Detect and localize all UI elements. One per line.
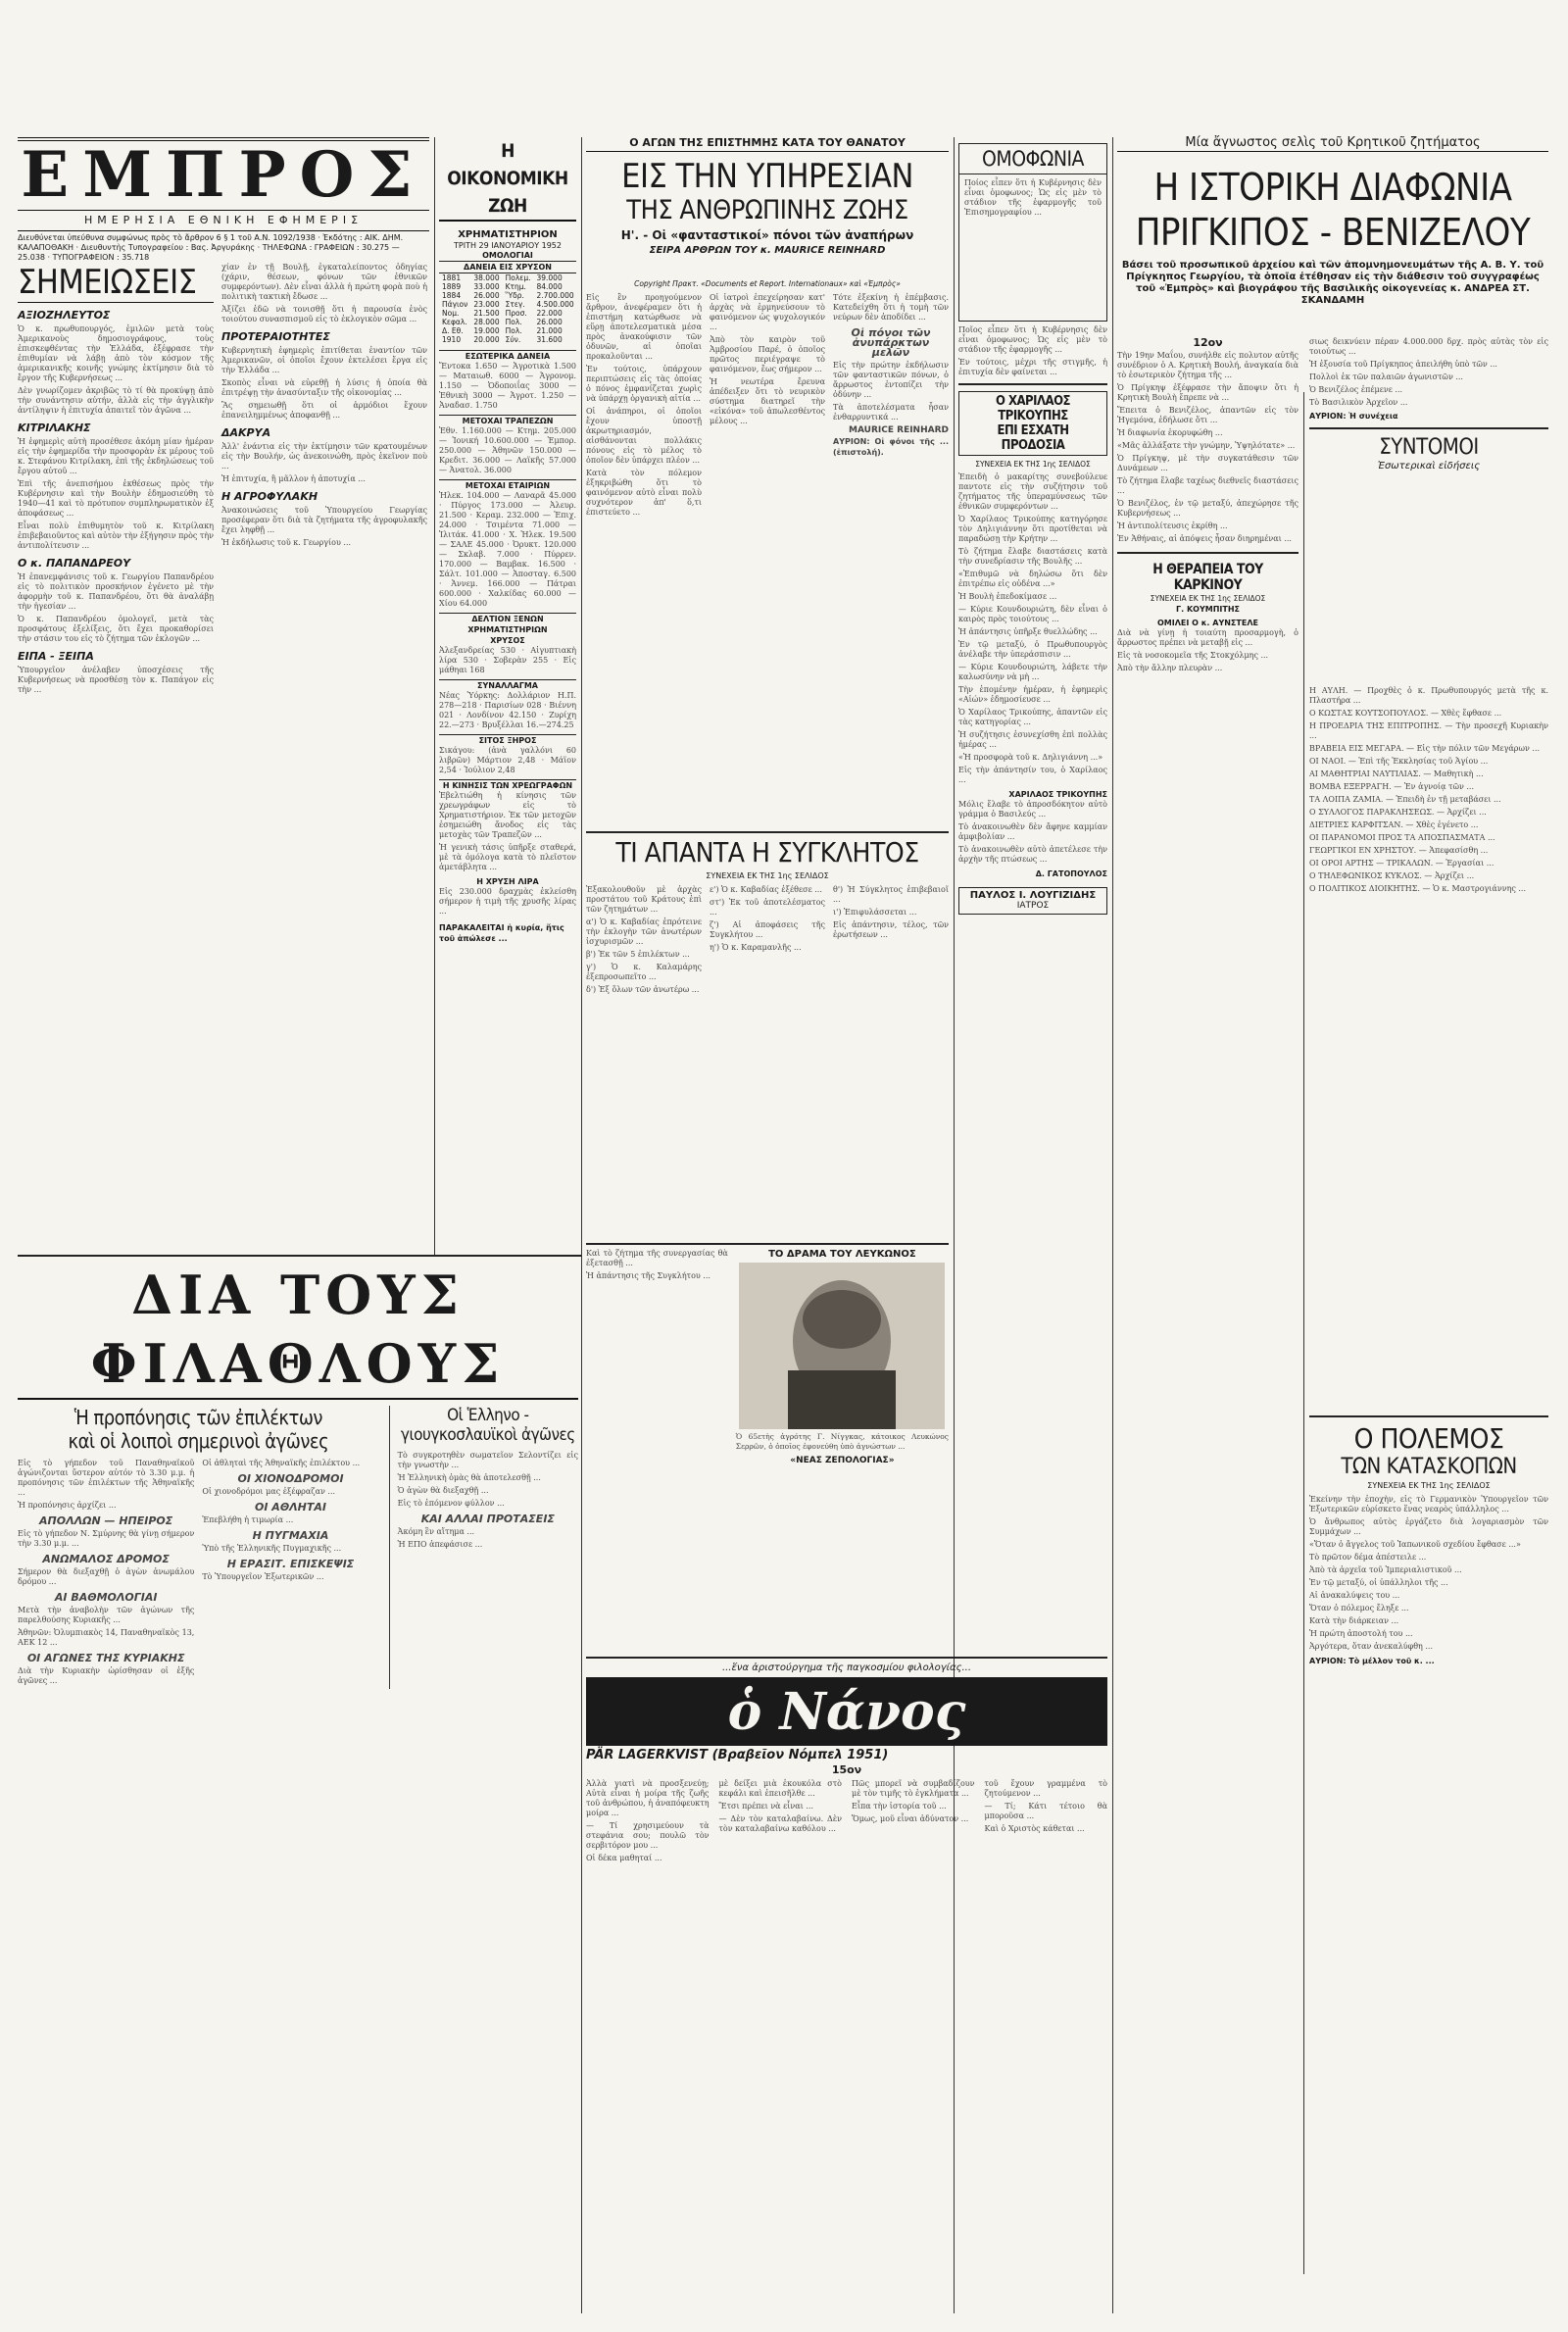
table-cell: 26.000 bbox=[473, 291, 500, 300]
economy-column bbox=[439, 250, 576, 1255]
masthead-info: Διευθύνεται ὑπεύθυνα συμφώνως πρὸς τὸ ἄρθρον 6 § 1 τοῦ Α.Ν. 1092/1938 · Ἐκδότης : ΑΙΚ. ΔΗΜ. ΚΑΛΑΠΟΘΑΚΗ · Διευθυντὴς Τυπογραφείου : Βας. Ἀργυράκης · ΤΗΛΕΦΩΝΑ : ΓΡΑΦΕΙΩΝ : 30.275 — 25.038 · ΤΥΠΟΓΡΑΦΕΙΟΝ : 35.718 bbox=[18, 230, 429, 263]
cretan-section bbox=[1117, 337, 1298, 1317]
table-cell: 21.000 bbox=[536, 326, 563, 335]
body-text: Ἐπειδὴ ὁ μακαρίτης συνεβούλευε παντοτε εἰς τὴν συζήτησιν τοῦ ζητήματος τῆς ὑπεραμύνσεως τῶν ἐθνικῶν συμφερόντων ... Ὁ Χαρίλαος Τρικούπης κατηγόρησε τὸν Δηλιγιάννην ὅτι προτίθεται νὰ παραδώσῃ τὴν Κρήτην ... Τὸ ζήτημα ἔλαβε διαστάσεις κατὰ τὴν συνεδρίασιν τῆς Βουλῆς ... «Ἐπιθυμῶ νὰ δηλώσω ὅτι δὲν ἐπιτρέπω εἰς οὐδένα ...» Ἡ Βουλὴ ἐπεδοκίμασε ... — Κύριε Κουνδουριώτη, δὲν εἶναι ὁ καιρὸς πρὸς τοιούτους ... Ἡ ἀπάντησις ὑπῆρξε θυελλώδης ... Ἐν τῷ μεταξύ, ὁ Πρωθυπουργὸς ἀνέλαβε τὴν ὑπεράσπισιν ... — Κύριε Κουνδουριώτη, λάβετε τὴν καλωσύνην νὰ μὴ ... Τὴν ἑπομένην ἡμέραν, ἡ ἐφημερὶς «Αἰών» ἐδημοσίευσε ... Ὁ Χαρίλαος Τρικούπης, ἀπαντῶν εἰς τὰς κατηγορίας ... Ἡ συζήτησις ἐσυνεχίσθη ἐπὶ πολλὰς ἡμέρας ... «Ἡ προσφορὰ τοῦ κ. Δηλιγιάννη ...» Εἰς τὴν ἀπάντησίν του, ὁ Χαρίλαος ... bbox=[958, 472, 1107, 784]
cretan-part: 12ον bbox=[1193, 336, 1223, 349]
science-copyright: Copyright Πρακτ. «Documents et Report. Internationaux» καὶ «Ἐμπρὸς» bbox=[634, 279, 901, 288]
body-text: Ὁ κ. πρωθυπουργός, ἐμιλῶν μετὰ τοὺς Ἀμερικανοὺς δημοσιογράφους, τοὺς ἐπισκεφθέντας τὴν Ἑλλάδα, ἐξέφρασε τὴν ἐπιθυμίαν νὰ λάβῃ ἀπὸ τὸν κόσμον τῆς ἀμερικανικῆς κοινῆς γνώμης ἐκτίμησιν διὰ τὸ ἔργον τῆς Κυβερνήσεως ... Δὲν γνωρίζομεν ἀκριβῶς τὸ τί θὰ προκύψῃ ἀπὸ τὴν συνάντησιν αὐτήν, ἀλλὰ εἰς τὴν ἀγγλικὴν ἀντίληψιν ἡ ἐπιτυχία ἀπαιτεῖ τὸν ἀγῶνα ... bbox=[18, 324, 214, 415]
senate-title: ΤΙ ΑΠΑΝΤΑ Η ΣΥΓΚΛΗΤΟΣ bbox=[615, 836, 919, 868]
doctor-ad-name: ΠΑΥΛΟΣ Ι. ΛΟΥΓΙΖΙΔΗΣ bbox=[969, 890, 1097, 901]
omofonia-title: ΟΜΟΦΩΝΙΑ bbox=[959, 144, 1106, 174]
body-text: Ἀνακοινώσεις τοῦ Ὑπουργείου Γεωργίας προσέφεραν ὅτι διὰ τὰ ζητήματα τῆς ἀγροφυλακῆς ἔχει ληφθῇ ... Ἡ ἐκδήλωσις τοῦ κ. Γεωργίου ... bbox=[221, 506, 427, 547]
sports-sub-6: ΟΙ ΑΘΛΗΤΑΙ bbox=[255, 1501, 326, 1513]
cretan-title-2: ΠΡΙΓΚΙΠΟΣ - ΒΕΝΙΖΕΛΟΥ bbox=[1135, 211, 1531, 254]
table-cell: 22.000 bbox=[536, 309, 563, 318]
section-rule bbox=[18, 1255, 581, 1257]
body-text: Οἱ ἀθληταὶ τῆς Ἀθηναϊκῆς ἐπιλέκτου ... ΟΙ ΧΙΟΝΟΔΡΟΜΟΙ Οἱ χιονοδρόμοι μας ἐξέφραζαν ... ΟΙ ΑΘΛΗΤΑΙ Ἐπεβλήθη ἡ τιμωρία ... Η ΠΥΓΜΑΧΙΑ Ὑπὸ τῆς Ἑλληνικῆς Πυγμαχικῆς ... Η ΕΡΑΣΙΤ. ΕΠΙΣΚΕΨΙΣ Τὸ Ὑπουργεῖον Ἐξωτερικῶν ... bbox=[202, 1459, 378, 1689]
body-text: Ὑπουργεῖον ἀνέλαβεν ὑποσχέσεις τῆς Κυβερνήσεως νὰ προσθέσῃ τὸν κ. Παπάγον εἰς τὴν ... bbox=[18, 666, 214, 694]
section-rule bbox=[1117, 552, 1298, 554]
economy-exchange: ΧΡΗΜΑΤΙΣΤΗΡΙΟΝ bbox=[458, 229, 558, 240]
cancer-cont: ΣΥΝΕΧΕΙΑ ΕΚ ΤΗΣ 1ης ΣΕΛΙΔΟΣ bbox=[1150, 594, 1266, 603]
spies-section bbox=[1309, 1415, 1548, 2278]
trikoupis-title-box bbox=[958, 391, 1107, 456]
table-cell: 4.500.000 bbox=[536, 300, 574, 309]
trikoupis-signoff-2: Δ. ΓΑΤΟΠΟΥΛΟΣ bbox=[1035, 869, 1107, 878]
sports-sub-3: ΑΙ ΒΑΘΜΟΛΟΓΙΑΙ bbox=[54, 1591, 158, 1604]
body-text: Τὸ συγκροτηθὲν σωματεῖον Σελοντίζει εἰς τὴν γνωστὴν ... Ἡ Ἑλληνικὴ ὁμὰς θὰ ἀποτελεσθῇ ... Ὁ ἀγὼν θὰ διεξαχθῇ ... Εἰς τὸ ἐπόμενον φύλλον ... ΚΑΙ ΑΛΛΑΙ ΠΡΟΤΑΣΕΙΣ Ἀκόμη ἓν αἴτημα ... Ἡ ΕΠΟ ἀπεφάσισε ... bbox=[397, 1451, 578, 1549]
section-rule bbox=[586, 1243, 949, 1245]
science-subtitle: Η'. - Οἱ «φανταστικοί» πόνοι τῶν ἀναπήρων bbox=[620, 228, 914, 242]
table-cell: 39.000 bbox=[536, 273, 563, 282]
table-cell: 20.000 bbox=[473, 335, 500, 344]
photo-title: ΤΟ ΔΡΑΜΑ ΤΟΥ ΛΕΥΚΩΝΟΣ bbox=[768, 1249, 916, 1260]
trikoupis-cont: ΣΥΝΕΧΕΙΑ ΕΚ ΤΗΣ 1ης ΣΕΛΙΔΟΣ bbox=[975, 460, 1091, 469]
section-rule bbox=[586, 1657, 1107, 1659]
cretan-lede: Βάσει τοῦ προσωπικοῦ ἀρχείου καὶ τῶν ἀπομνημονευμάτων τῆς Α. Β. Υ. τοῦ Πρίγκηπος Γεωργίου, τὰ ὁποῖα ἐτέθησαν εἰς τὴν διάθεσιν τοῦ συγγραφέως τοῦ «Ἐμπρὸς» καὶ βιογράφου τῆς Βασιλικῆς οἰκογενείας κ. ΑΝΔΡΕΑ ΣΤ. ΣΚΑΝΔΑΜΗ bbox=[1121, 260, 1544, 306]
body-text: μὲ δείξει μιὰ ἐκουκόλα στὸ κεφάλι καὶ ἐπεισῆλθε ... Ἔτσι πρέπει νὰ εἶναι ... — Δὲν τὸν καταλαβαίνω. Δὲν τὸν καταλαβαίνω καθόλου ... bbox=[718, 1779, 842, 1833]
novel-byline: PÄR LAGERKVIST (Βραβεῖον Νόμπελ 1951) bbox=[586, 1748, 889, 1762]
briefs-section bbox=[1309, 686, 1548, 1412]
sports-head-1: Ἡ προπόνησις τῶν ἐπιλέκτων bbox=[74, 1406, 322, 1429]
sports-sub-4: ΟΙ ΑΓΩΝΕΣ ΤΗΣ ΚΥΡΙΑΚΗΣ bbox=[26, 1652, 185, 1664]
body-text: Εἰς τὸ γήπεδον τοῦ Παναθηναϊκοῦ ἀγώνιζονται ὕστερον αὐτόν τὸ 3.30 μ.μ. ἡ προπόνησις τῶν ἐπιλέκτων τῆς Ἀθηναϊκῆς ... Ἡ προπόνησις ἀρχίζει ... ΑΠΟΛΛΩΝ — ΗΠΕΙΡΟΣ Εἰς τὸ γήπεδον Ν. Σμύρνης θὰ γίνῃ σήμερον τὴν 3.30 μ.μ. ... ΑΝΩΜΑΛΟΣ ΔΡΟΜΟΣ Σήμερον θὰ διεξαχθῇ ὁ ἀγὼν ἀνωμάλου δρόμου ... ΑΙ ΒΑΘΜΟΛΟΓΙΑΙ Μετὰ τὴν ἀναβολὴν τῶν ἀγώνων τῆς παρελθούσης Κυριακῆς ... Ἀθηνῶν: Ὀλυμπιακὸς 14, Παναθηναϊκὸς 13, ΑΕΚ 12 ... ΟΙ ΑΓΩΝΕΣ ΤΗΣ ΚΥΡΙΑΚΗΣ Διὰ τὴν Κυριακὴν ὡρίσθησαν οἱ ἑξῆς ἀγῶνες ... bbox=[18, 1459, 195, 1685]
section-rule bbox=[1309, 1415, 1548, 1417]
body-text: Ἀλλὰ γιατὶ νὰ προσξενεύῃ; Αὐτὰ εἶναι ἡ μοίρα τῆς ζωῆς τοῦ ἀνθρώπου, ἡ ἀναπόφευκτη μοίρα ... — Τί χρησιμεύουν τὰ στεφάνια σου; πουλῶ τὸν σερβιτόρον μου ... Οἱ δέκα μαθηταί ... bbox=[586, 1779, 710, 1862]
body-text: Ἀλεξανδρείας 530 · Αἰγυπτιακὴ λίρα 530 · Σοβερὰν 255 · Εἰς μάθηαι 168 bbox=[439, 646, 576, 674]
table-cell: Προσ. bbox=[505, 309, 527, 318]
trikoupis-title-2: ΕΠΙ ΕΣΧΑΤΗ ΠΡΟΔΟΣΙΑ bbox=[997, 423, 1069, 453]
notes-head-4: ΕΙΠΑ - ΞΕΙΠΑ bbox=[18, 650, 94, 663]
body-text: Νέας Ὑόρκης: Δολλάριον Η.Π. 278—218 · Παρισίων 028 · Βιέννη 021 · Λονδίνον 42.150 · Ζυρίχη 22.—273 · Βρυξέλλαι 16.—274.25 bbox=[439, 691, 576, 729]
economy-title: Η ΟΙΚΟΝΟΜΙΚΗ ΖΩΗ bbox=[439, 137, 576, 222]
sports-sub-8: Η ΕΡΑΣΙΤ. ΕΠΙΣΚΕΨΙΣ bbox=[226, 1558, 355, 1570]
economy-head-1: ΟΜΟΛΟΓΙΑΙ bbox=[482, 251, 533, 260]
table-row bbox=[439, 318, 577, 326]
economy-head-4: ΜΕΤΟΧΑΙ ΤΡΑΠΕΖΩΝ bbox=[439, 415, 576, 426]
body-text: Ἡ ἐφημερὶς αὐτὴ προσέθεσε ἀκόμη μίαν ἡμέραν εἰς τὴν ἐφημερίδα τὴν προσφορὰν ἐκ μέρους τοῦ κ. Στεφάνου Κιτρίλακη, ἐπὶ τῆς ἐκδηλώσεως τοῦ ἔργου αὐτοῦ ... Ἐπὶ τῆς ἀνεπισήμου ἐκθέσεως πρὸς τὴν Κυβέρνησιν καὶ τὴν Βουλὴν ἐδημοσιεύθη τὸ 1940—41 καὶ τὸ πρότυπον συμπληρωματικὸν ἐξ ἀποφάσεως ... Εἶναι πολὺ ἐπιθυμητὸν τοῦ κ. Κιτρίλακη ἐπιβεβαιοῦντος καὶ αὐτὸν τὴν ἐξήγησιν πρὸς τὴν ἀντιπολίτευσιν ... bbox=[18, 437, 215, 550]
trikoupis-signoff: ΧΑΡΙΛΑΟΣ ΤΡΙΚΟΥΠΗΣ bbox=[1008, 790, 1107, 799]
body-text: Διὰ νὰ γίνῃ ἡ τοιαύτη προσαρμογὴ, ὁ ἄρρωστος πρέπει νὰ μεταβῇ εἰς ... Εἰς τὰ νοσοκομεῖα τῆς Στοκχόλμης ... Ἀπὸ τὴν ἄλλην πλευρὰν ... bbox=[1117, 628, 1298, 672]
column-rule bbox=[1112, 137, 1113, 2313]
economy-head-3: ΕΣΩΤΕΡΙΚΑ ΔΑΝΕΙΑ bbox=[439, 350, 576, 362]
news-photo bbox=[739, 1263, 945, 1429]
table-cell: 19.000 bbox=[473, 326, 500, 335]
science-signoff: MAURICE REINHARD bbox=[849, 425, 949, 435]
table-row bbox=[439, 291, 577, 300]
notes-column bbox=[18, 263, 214, 1253]
cretan-header bbox=[1117, 137, 1548, 333]
table-cell: Στεγ. bbox=[505, 300, 525, 309]
spies-title-1: Ο ΠΟΛΕΜΟΣ bbox=[1353, 1422, 1504, 1455]
cretan-next: ΑΥΡΙΟΝ: Ἡ συνέχεια bbox=[1309, 412, 1398, 421]
spies-next: ΑΥΡΙΟΝ: Τὸ μέλλον τοῦ κ. ... bbox=[1309, 1657, 1435, 1665]
body-text: ε') Ὁ κ. Καβαδίας ἐξέθεσε ... στ') Ἐκ τοῦ ἀποτελέσματος ... ζ') Αἱ ἀποφάσεις τῆς Συγκλήτου ... η') Ὁ κ. Καραμανλῆς ... bbox=[710, 885, 825, 952]
science-title-1: ΕΙΣ ΤΗΝ ΥΠΗΡΕΣΙΑΝ bbox=[621, 157, 913, 196]
table-cell: 1884 bbox=[442, 291, 462, 300]
masthead bbox=[18, 137, 429, 262]
body-text: Κυβερνητικὴ ἐφημερὶς ἐπιτίθεται ἐναντίον τῶν Ἀμερικανῶν, οἱ ὁποῖοι ἔχουν ἐκτελέσει ἔργα εἰς τὴν Ἑλλάδα ... Σκοπὸς εἶναι νὰ εὑρεθῇ ἡ λύσις ἡ ὁποία θὰ ἐπιτρέψῃ τὴν ἀνασύνταξιν τῆς οἰκονομίας ... Ἂς σημειωθῇ ὅτι οἱ ἁρμόδιοι ἔχουν ἐπανειλημμένως ἀποφανθῇ ... bbox=[221, 346, 427, 420]
body-text: Σικάγου: (ἀνὰ γαλλόνι 60 λιβρῶν) Μάρτιον 2,48 · Μάϊον 2,54 · Ἰούλιον 2,48 bbox=[439, 746, 576, 774]
sports-sub-7: Η ΠΥΓΜΑΧΙΑ bbox=[252, 1529, 329, 1542]
sports-sub-5: ΟΙ ΧΙΟΝΟΔΡΟΜΟΙ bbox=[237, 1472, 344, 1485]
table-cell: 1889 bbox=[442, 282, 462, 291]
body-text: Εἰς 230.000 δραχμὰς ἐκλείσθη σήμερον ἡ τιμὴ τῆς χρυσῆς λίρας ... bbox=[439, 887, 576, 916]
economy-head-6: ΔΕΛΤΙΟΝ ΞΕΝΩΝ ΧΡΗΜΑΤΙΣΤΗΡΙΩΝ bbox=[439, 613, 576, 635]
body-text: Ἐξακολουθοῦν μὲ ἀρχὰς προστάτου τοῦ Κράτους ἐπὶ τῶν ζητημάτων ... α') Ὁ κ. Καβαδίας ἐπρότεινε τὴν ἐκλογὴν τῶν ἀνωτέρων ἰσχυρισμῶν ... β') Ἐκ τῶν 5 ἐπιλέκτων ... γ') Ὁ κ. Καλαμάρης ἐξεπροσωπεῖτο ... δ') Ἐξ ὅλων τῶν ἀνωτέρω ... bbox=[586, 885, 702, 994]
table-cell: Νομ. bbox=[442, 309, 460, 318]
economy-head-8: ΣΥΝΑΛΛΑΓΜΑ bbox=[439, 679, 576, 691]
body-text: Καὶ τὸ ζήτημα τῆς συνεργασίας θὰ ἐξετασθῇ ... Ἡ ἀπάντησις τῆς Συγκλήτου ... bbox=[586, 1249, 728, 1280]
notes-title: ΣΗΜΕΙΩΣΕΙΣ bbox=[18, 263, 214, 303]
table-cell: Δ. Εθ. bbox=[442, 326, 464, 335]
economy-header bbox=[439, 137, 576, 250]
table-cell: Κτημ. bbox=[505, 282, 526, 291]
table-cell: 31.600 bbox=[536, 335, 563, 344]
body-text: Ἡ ἐπανεμφάνισις τοῦ κ. Γεωργίου Παπανδρέου εἰς τὸ πολιτικὸν προσκήνιον ἐγένετο μὲ τὴν ἀφορμὴν τοῦ κ. Παπανδρέου, ὅτι θὰ ἀναλάβῃ τὴν ἡγεσίαν ... Ὁ κ. Παπανδρέου ὁμολογεῖ, μετὰ τὰς προσφάτους ἐξελίξεις, ὅτι ἔχει προκαθορίσει τὴν στάσιν του εἰς τὸ ζήτημα τῶν ἐκλογῶν ... bbox=[18, 572, 214, 643]
section-rule bbox=[586, 831, 949, 833]
science-next: ΑΥΡΙΟΝ: Οἱ φόνοι τῆς ... (ἐπιστολή). bbox=[833, 437, 949, 457]
economy-head-7: ΧΡΥΣΟΣ bbox=[490, 636, 525, 645]
economy-head-9: ΣΙΤΟΣ ΞΗΡΟΣ bbox=[439, 734, 576, 746]
photo-caption: Ὁ 65ετὴς ἀγρότης Γ. Νίγγκας, κάτοικος Λευκώνος Σερρῶν, ὁ ὁποῖος ἐφονεύθη ὑπὸ ἀγνώστων ... bbox=[735, 1432, 949, 1451]
sports-sub-9: ΚΑΙ ΑΛΛΑΙ ΠΡΟΤΑΣΕΙΣ bbox=[420, 1513, 555, 1525]
masthead-title: ΕΜΠΡΟΣ bbox=[18, 137, 429, 211]
doctor-ad-role: ΙΑΤΡΟΣ bbox=[1016, 901, 1050, 911]
body-text: Η ΑΥΛΗ. — Προχθὲς ὁ κ. Πρωθυπουργός μετὰ τῆς κ. Πλαστήρα ... Ο ΚΩΣΤΑΣ ΚΟΥΤΣΟΠΟΥΛΟΣ. — Χθὲς ἔφθασε ... Η ΠΡΟΕΔΡΙΑ ΤΗΣ ΕΠΙΤΡΟΠΗΣ. — Τὴν προσεχῆ Κυριακὴν ... ΒΡΑΒΕΙΑ ΕΙΣ ΜΕΓΑΡΑ. — Εἰς τὴν πόλιν τῶν Μεγάρων ... ΟΙ ΝΑΟΙ. — Ἐπὶ τῆς Ἐκκλησίας τοῦ Ἁγίου ... ΑΙ ΜΑΘΗΤΡΙΑΙ ΝΑΥΤΙΛΙΑΣ. — Μαθητικὴ ... ΒΟΜΒΑ ΕΞΕΡΡΑΓΗ. — Ἐν ἀγνοίᾳ τῶν ... ΤΑ ΛΟΙΠΑ ΖΑΜΙΑ. — Ἐπειδὴ ἐν τῇ μεταβάσει ... Ο ΣΥΛΛΟΓΟΣ ΠΑΡΑΚΛΗΣΕΩΣ. — Ἀρχίζει ... ΔΙΕΤΡΙΕΣ ΚΑΡΦΙΤΣΑΝ. — Χθὲς ἐγένετο ... ΟΙ ΠΑΡΑΝΟΜΟΙ ΠΡΟΣ ΤΑ ΑΠΟΣΠΑΣΜΑΤΑ ... ΓΕΩΡΓΙΚΟΙ ΕΝ ΧΡΗΣΤΟΥ. — Ἀπεφασίσθη ... ΟΙ ΟΡΟΙ ΑΡΤΗΣ — ΤΡΙΚΑΛΩΝ. — Ἐργασίαι ... Ο ΤΗΛΕΦΩΝΙΚΟΣ ΚΥΚΛΟΣ. — Ἀρχίζει ... Ο ΠΟΛΙΤΙΚΟΣ ΔΙΟΙΚΗΤΗΣ. — Ὁ κ. Μαστρογιάννης ... bbox=[1309, 686, 1548, 893]
table-row bbox=[439, 326, 577, 335]
table-cell: Σύν. bbox=[505, 335, 521, 344]
section-rule bbox=[1309, 427, 1548, 429]
trikoupis-section bbox=[958, 325, 1107, 1708]
cancer-title: Η ΘΕΡΑΠΕΙΑ ΤΟΥ ΚΑΡΚΙΝΟΥ bbox=[1152, 562, 1263, 593]
notes-head-1: ΑΞΙΟΖΗΛΕΥΤΟΣ bbox=[18, 309, 111, 322]
science-column bbox=[586, 278, 949, 827]
senate-section bbox=[586, 835, 949, 1242]
economy-date: ΤΡΙΤΗ 29 ΙΑΝΟΥΑΡΙΟΥ 1952 bbox=[454, 241, 562, 250]
sports-sub-1: ΑΠΟΛΛΩΝ — ΗΠΕΙΡΟΣ bbox=[39, 1514, 173, 1527]
body-text: Ἔντοκα 1.650 — Ἀγροτικὰ 1.500 — Ματαιωθ. 6000 — Ἀγρονομ. 1.150 — Ὁδοποιΐας 3000 — Ἐθνικὴ 3000 — Ἀγροτ. 1.250 — Ἀναδασ. 1.750 bbox=[439, 362, 576, 410]
table-cell: Πολ. bbox=[505, 318, 522, 326]
notes-column-2 bbox=[221, 263, 427, 1253]
notes-head-6: ΔΑΚΡΥΑ bbox=[221, 426, 271, 439]
briefs-title: ΣΥΝΤΟΜΟΙ bbox=[1379, 435, 1479, 460]
briefs-sub: Ἐσωτερικαὶ εἰδήσεις bbox=[1377, 461, 1481, 471]
cancer-author: Γ. ΚΟΥΜΠΙΤΗΣ bbox=[1176, 605, 1240, 614]
science-kicker: Ο ΑΓΩΝ ΤΗΣ ΕΠΙΣΤΗΜΗΣ ΚΑΤΑ ΤΟΥ ΘΑΝΑΤΟΥ bbox=[586, 137, 949, 152]
economy-head-11: Η ΧΡΥΣΗ ΛΙΡΑ bbox=[476, 877, 539, 886]
doctor-ad bbox=[958, 887, 1107, 915]
body-text: χίαν ἐν τῇ Βουλῇ, ἐγκαταλείποντος ὁδηγίας (χάριν, θέσεων, φόνων τῶν ἐθνικῶν συμφερόντων). Δὲν εἶναι ἀλλὰ ἡ πρώτη φορὰ ποὺ ἡ πολιτικὴ τακτικὴ ἔδωσε ... Ἀξίζει ἐδῶ νὰ τονισθῇ ὅτι ἡ παρουσία ἑνὸς τοιούτου συνασπισμοῦ εἰς τὸ ἐκλογικὸν σῶμα ... bbox=[221, 263, 427, 323]
bond-table bbox=[439, 273, 577, 344]
omofonia-text: Ποίος εἶπεν ὅτι ἡ Κυβέρνησις δὲν εἶναι ὁμοφωνος; Ὡς εἰς μὲν τὸ στάδιον τῆς ἐφαρμογῆς τοῦ Ἐπισημογραφίου ... bbox=[964, 178, 1102, 217]
body-text: θ') Ἡ Σύγκλητος ἐπιβεβαιοῖ ... ι') Ἐπιφυλάσσεται ... Εἰς ἀπάντησιν, τέλος, τῶν ἐρωτήσεων ... bbox=[833, 885, 949, 939]
economy-closing: ΠΑΡΑΚΑΛΕΙΤΑΙ ἡ κυρία, ἥτις τοῦ ἀπώλεσε ... bbox=[439, 923, 564, 943]
sports-sub-2: ΑΝΩΜΑΛΟΣ ΔΡΟΜΟΣ bbox=[42, 1553, 170, 1565]
column-rule bbox=[581, 137, 582, 2313]
economy-head-10: Η ΚΙΝΗΣΙΣ ΤΩΝ ΧΡΕΩΓΡΑΦΩΝ bbox=[439, 779, 576, 791]
notes-head-2: ΚΙΤΡΙΛΑΚΗΣ bbox=[18, 422, 91, 434]
body-text: Μόλις ἔλαβε τὸ ἀπροσδόκητον αὐτὸ γράμμα ὁ Βασιλεύς ... Τὸ ἀνακοινωθὲν δὲν ἄφηνε καμμίαν ἀμφιβολίαν ... Τὸ ἀνακοινωθὲν αὐτὸ ἀπετέλεσε τὴν ἀρχὴν τῆς πτώσεως ... bbox=[958, 800, 1107, 864]
novel-eyebrow: ...ἕνα ἀριστούργημα τῆς παγκοσμίου φιλολογίας... bbox=[721, 1662, 972, 1673]
body-text: τοῦ ἔχουν γραμμένα τὸ ζητούμενον ... — Τί; Κάτι τέτοιο θὰ μποροῦσα ... Καὶ ὁ Χριστὸς κάθεται ... bbox=[984, 1779, 1107, 1833]
body-text: Ἀλλ' ἐνάντια εἰς τὴν ἐκτίμησιν τῶν κρατουμένων εἰς τὴν Βουλήν, ὡς ἀνεκοινώθη, πρὸς ἐκεῖνον ποὺ ... Ἡ ἐπιτυχία, ἢ μᾶλλον ἡ ἀποτυχία ... bbox=[221, 442, 427, 483]
economy-head-2: ΔΑΝΕΙΑ ΕΙΣ ΧΡΥΣΟΝ bbox=[439, 261, 576, 273]
body-text: Ἐκείνην τὴν ἐποχὴν, εἰς τὸ Γερμανικὸν Ὑπουργεῖον τῶν Ἐξωτερικῶν εὑρίσκετο ἕνας νεαρὸς ὑπάλληλος ... Ὁ ἄνθρωπος αὐτὸς ἐργάζετο διὰ λογαριασμὸν τῶν Συμμάχων ... «Ὅταν ὁ ἄγγελος τοῦ Ἰαπωνικοῦ σχεδίου ἔφθασε ...» Τὸ πρῶτον δέμα ἀπέστειλε ... Ἀπὸ τὰ ἀρχεῖα τοῦ Ἰμπεριαλιστικοῦ ... Ἐν τῷ μεταξύ, οἱ ὑπάλληλοι τῆς ... Αἱ ἀνακαλύψεις του ... Ὅταν ὁ πόλεμος ἔληξε ... Κατὰ τὴν διάρκειαν ... Ἡ πρώτη ἀποστολή του ... Ἀργότερα, ὅταν ἀνεκαλύφθη ... bbox=[1309, 1495, 1548, 1651]
omofonia-box bbox=[958, 143, 1107, 322]
novel-title: ὁ Νάνος bbox=[727, 1681, 966, 1742]
cretan-kicker: Μία ἄγνωστος σελὶς τοῦ Κρητικοῦ ζητήματος bbox=[1117, 137, 1548, 152]
table-cell: 84.000 bbox=[536, 282, 563, 291]
table-cell: Πολεμ. bbox=[505, 273, 531, 282]
body-text: Εἰς ἓν προηγούμενον ἄρθρον, ἀνεφέραμεν ὅτι ἡ ἐπιστήμη κατώρθωσε νὰ εὕρῃ ἀποτελεσματικὰ μέσα πρὸς ἀνακούφισιν τῶν ὀδυνῶν, αἱ ὁποῖαι προκαλοῦνται ... Ἐν τούτοις, ὑπάρχουν περιπτώσεις εἰς τὰς ὁποίας ὁ πόνος ἐμφανίζεται χωρὶς νὰ ὑπάρχῃ ὀργανικὴ αἰτία ... Οἱ ἀνάπηροι, οἱ ὁποῖοι ἔχουν ὑποστῇ ἀκρωτηριασμόν, αἰσθάνονται πολλάκις πόνους εἰς τὸ μέλος τὸ ὁποῖον δὲν ὑπάρχει πλέον ... Κατὰ τὸν πόλεμον ἐξηκριβώθη ὅτι τὸ φαινόμενον αὐτὸ εἶναι πολὺ συχνότερον ἀπ' ὅ,τι ἐπιστεύετο ... bbox=[586, 293, 702, 517]
table-cell: 21.500 bbox=[473, 309, 500, 318]
body-text: Ἠλεκ. 104.000 — Λαναρᾶ 45.000 · Πύργος 173.000 — Ἀλευρ. 21.500 · Κεραμ. 232.000 — Ἐπιχ. 24.000 · Τσιμέντα 71.000 — Ἰλιτάκ. 41.000 · Χ. Ἠλεκ. 19.500 — ΣΑΛΕ 45.000 · Ὀρυκτ. 120.000 — Σκλαβ. 7.000 · Πύρρεν. 170.000 — Βαμβακ. 16.500 · Σάλτ. 101.000 — Ἀποσταγ. 6.500 · Ἀννεμ. 166.000 — Πάτραι 600.000 · Χαλκίδας 60.000 — Χίου 64.000 bbox=[439, 491, 576, 608]
body-text: Τότε ἐξεκίνη ἡ ἐπέμβασις. Κατεδείχθη ὅτι ἡ τομὴ τῶν νεύρων δὲν ἀποδίδει ... Οἱ πόνοι τῶν ἀνυπάρκτων μελῶν Εἰς τὴν πρώτην ἐκδήλωσιν τῶν φανταστικῶν πόνων, ὁ ἄρρωστος ἐντοπίζει τὴν ὀδύνην ... Τὰ ἀποτελέσματα ἦσαν ἐνθαρρυντικά ... MAURICE REINHARD ΑΥΡΙΟΝ: Οἱ φόνοι τῆς ... (ἐπιστολή). bbox=[833, 293, 949, 457]
table-row bbox=[439, 282, 577, 291]
masthead-subtitle: ΗΜΕΡΗΣΙΑ ΕΘΝΙΚΗ ΕΦΗΜΕΡΙΣ bbox=[83, 214, 364, 226]
table-cell: Πολ. bbox=[505, 326, 522, 335]
body-text: Πῶς μπορεῖ νὰ συμβαδίζουν μὲ τὸν τιμῆς τὸ ἐγκλήματα ... Εἶπα τὴν ἰστορία τοῦ ... Ὅμως, μοῦ εἶναι ἀδύνατον ... bbox=[852, 1779, 975, 1823]
body-text: Ἐθν. 1.160.000 — Κτημ. 205.000 — Ἰονική 10.600.000 — Ἐμπορ. 250.000 — Ἀθηνῶν 150.000 — Κρεδιτ. 36.000 — Λαϊκῆς 57.000 — Ἀνατολ. 36.000 bbox=[439, 426, 576, 474]
sports-section bbox=[18, 1261, 578, 2313]
notes-head-5: ΠΡΟΤΕΡΑΙΟΤΗΤΕΣ bbox=[221, 330, 330, 343]
table-cell: 38.000 bbox=[473, 273, 500, 282]
notes-head-7: Η ΑΓΡΟΦΥΛΑΚΗ bbox=[221, 490, 318, 503]
cancer-sub: ΟΜΙΛΕΙ Ο κ. ΑΥΝΣΤΕΛΕ bbox=[1157, 619, 1258, 627]
economy-head-5: ΜΕΤΟΧΑΙ ΕΤΑΙΡΙΩΝ bbox=[439, 479, 576, 491]
sports-head-2: καὶ οἱ λοιποὶ σημερινοὶ ἀγῶνες bbox=[68, 1429, 329, 1453]
section-rule bbox=[958, 383, 1107, 385]
body-text: σιως δεικνύειν πέραν 4.000.000 δρχ. πρὸς αὐτὰς τὸν εἰς τοιούτως ... Ἡ ἐξουσία τοῦ Πρίγκηπος ἀπειλήθη ὑπὸ τῶν ... Πολλοὶ ἐκ τῶν παλαιῶν ἀγωνιστῶν ... Ὁ Βενιζέλος ἐπέμενε ... Τὸ Βασιλικὸν Ἀρχεῖον ... bbox=[1309, 337, 1548, 407]
table-cell: 23.000 bbox=[473, 300, 500, 309]
table-row bbox=[439, 309, 577, 318]
novel-section bbox=[586, 1657, 1107, 2313]
body-text: Τὴν 19ην Μαΐου, συνήλθε εἰς πολυτον αὐτῆς συνέδριον ὁ Α. Κρητικὴ Βουλή, ἀναγκαία διὰ τὸ ἐσωτερικὸν ζήτημα τῆς ... Ὁ Πρίγκηψ ἐξέφρασε τὴν ἄποψιν ὅτι ἡ Κρητικὴ Βουλὴ ἔπρεπε νὰ ... Ἔπειτα ὁ Βενιζέλος, ἀπαντῶν εἰς τὸν Ἡγεμόνα, ἐδήλωσε ὅτι ... Ἡ διαφωνία ἐκορυφώθη ... «Μᾶς ἀλλάξατε τὴν γνώμην, Ὑψηλότατε» ... Ὁ Πρίγκηψ, μὲ τὴν συγκατάθεσιν τῶν Δυνάμεων ... Τὸ ζήτημα ἔλαβε ταχέως διεθνεῖς διαστάσεις ... Ὁ Βενιζέλος, ἐν τῷ μεταξύ, ἀπεχώρησε τῆς Κυβερνήσεως ... Ἡ ἀντιπολίτευσις ἐκρίθη ... Ἐν Ἀθήναις, αἱ ἀπόψεις ἦσαν διηρημέναι ... bbox=[1117, 351, 1298, 543]
body-text: Οἱ ἰατροὶ ἐπεχείρησαν κατ' ἀρχὰς νὰ ἑρμηνεύσουν τὸ φαινόμενον ὡς ψυχολογικόν ... Ἀπὸ τὸν καιρὸν τοῦ Ἀμβροσίου Παρέ, ὁ ὁποῖος πρῶτος περιέγραψε τὸ φαινόμενον, ἔως σήμερον ... Ἡ νεωτέρα ἔρευνα ἀπέδειξεν ὅτι τὸ νευρικὸν σύστημα διατηρεῖ τὴν «εἰκόνα» τοῦ ἀπωλεσθέντος μέλους ... bbox=[710, 293, 825, 425]
photo-section bbox=[586, 1243, 949, 1650]
science-header bbox=[586, 137, 949, 274]
notes-head-3: Ο κ. ΠΑΠΑΝΔΡΕΟΥ bbox=[18, 557, 131, 570]
table-cell: 26.000 bbox=[536, 318, 563, 326]
table-cell: Ὕδρ. bbox=[505, 291, 524, 300]
cretan-title-1: Η ΙΣΤΟΡΙΚΗ ΔΙΑΦΩΝΙΑ bbox=[1153, 166, 1512, 209]
sports-banner: ΔΙΑ ΤΟΥΣ ΦΙΛΑΘΛΟΥΣ bbox=[18, 1261, 578, 1400]
table-cell: 33.000 bbox=[473, 282, 500, 291]
column-rule bbox=[1303, 392, 1304, 2274]
science-series: ΣΕΙΡΑ ΑΡΘΡΩΝ ΤΟΥ κ. MAURICE REINHARD bbox=[649, 245, 886, 256]
table-cell: 2.700.000 bbox=[536, 291, 574, 300]
table-row bbox=[439, 335, 577, 344]
body-text: Ἐβελτιώθη ἡ κίνησις τῶν χρεωγράφων εἰς τὸ Χρηματιστήριον. Ἐκ τῶν μετοχῶν ἐσημειώθη ἄνοδος εἰς τὰς μετοχὰς τῶν Τραπεζῶν ... Ἡ γενικὴ τάσις ὑπῆρξε σταθερά, μὲ τὰ ὁμόλογα κατὰ τὸ πλεῖστον ἀμετάβλητα ... bbox=[439, 791, 576, 871]
cretan-section-2 bbox=[1309, 337, 1548, 685]
column-rule bbox=[434, 137, 435, 1255]
spies-cont: ΣΥΝΕΧΕΙΑ ΕΚ ΤΗΣ 1ης ΣΕΛΙΔΟΣ bbox=[1367, 1481, 1491, 1490]
senate-cont: ΣΥΝΕΧΕΙΑ ΕΚ ΤΗΣ 1ης ΣΕΛΙΔΟΣ bbox=[706, 871, 829, 880]
body-text: Ποῖος εἶπεν ὅτι ἡ Κυβέρνησις δὲν εἶναι ὁμοφωνος; Ὡς εἰς μὲν τὸ στάδιον τῆς ἐφαρμογῆς ... Ἐν τούτοις, μέχρι τῆς στιγμῆς, ἡ ἐπιτυχία δὲν φαίνεται ... bbox=[958, 325, 1107, 376]
trikoupis-title-1: Ο ΧΑΡΙΛΑΟΣ ΤΡΙΚΟΥΠΗΣ bbox=[995, 394, 1071, 423]
table-cell: 1881 bbox=[442, 273, 462, 282]
photo-ad: «ΝΕΑΣ ΖΕΠΟΛΟΓΙΑΣ» bbox=[790, 1456, 895, 1465]
table-cell: 1910 bbox=[442, 335, 462, 344]
table-row bbox=[439, 300, 577, 309]
science-title-2: ΤΗΣ ΑΝΘΡΩΠΙΝΗΣ ΖΩΗΣ bbox=[626, 195, 908, 225]
novel-part: 15ον bbox=[831, 1763, 862, 1776]
spies-title-2: ΤΩΝ ΚΑΤΑΣΚΟΠΩΝ bbox=[1341, 1455, 1517, 1479]
table-cell: Κεφαλ. bbox=[442, 318, 467, 326]
table-cell: 28.000 bbox=[473, 318, 500, 326]
table-cell: Πάγιον bbox=[442, 300, 468, 309]
table-row bbox=[439, 273, 577, 282]
novel-title-box bbox=[586, 1677, 1107, 1746]
sports-head-3: Οἱ Ἑλληνο - γιουγκοσλαυϊκοὶ ἀγῶνες bbox=[400, 1406, 575, 1445]
science-sub: Οἱ πόνοι τῶν ἀνυπάρκτων μελῶν bbox=[851, 326, 931, 359]
